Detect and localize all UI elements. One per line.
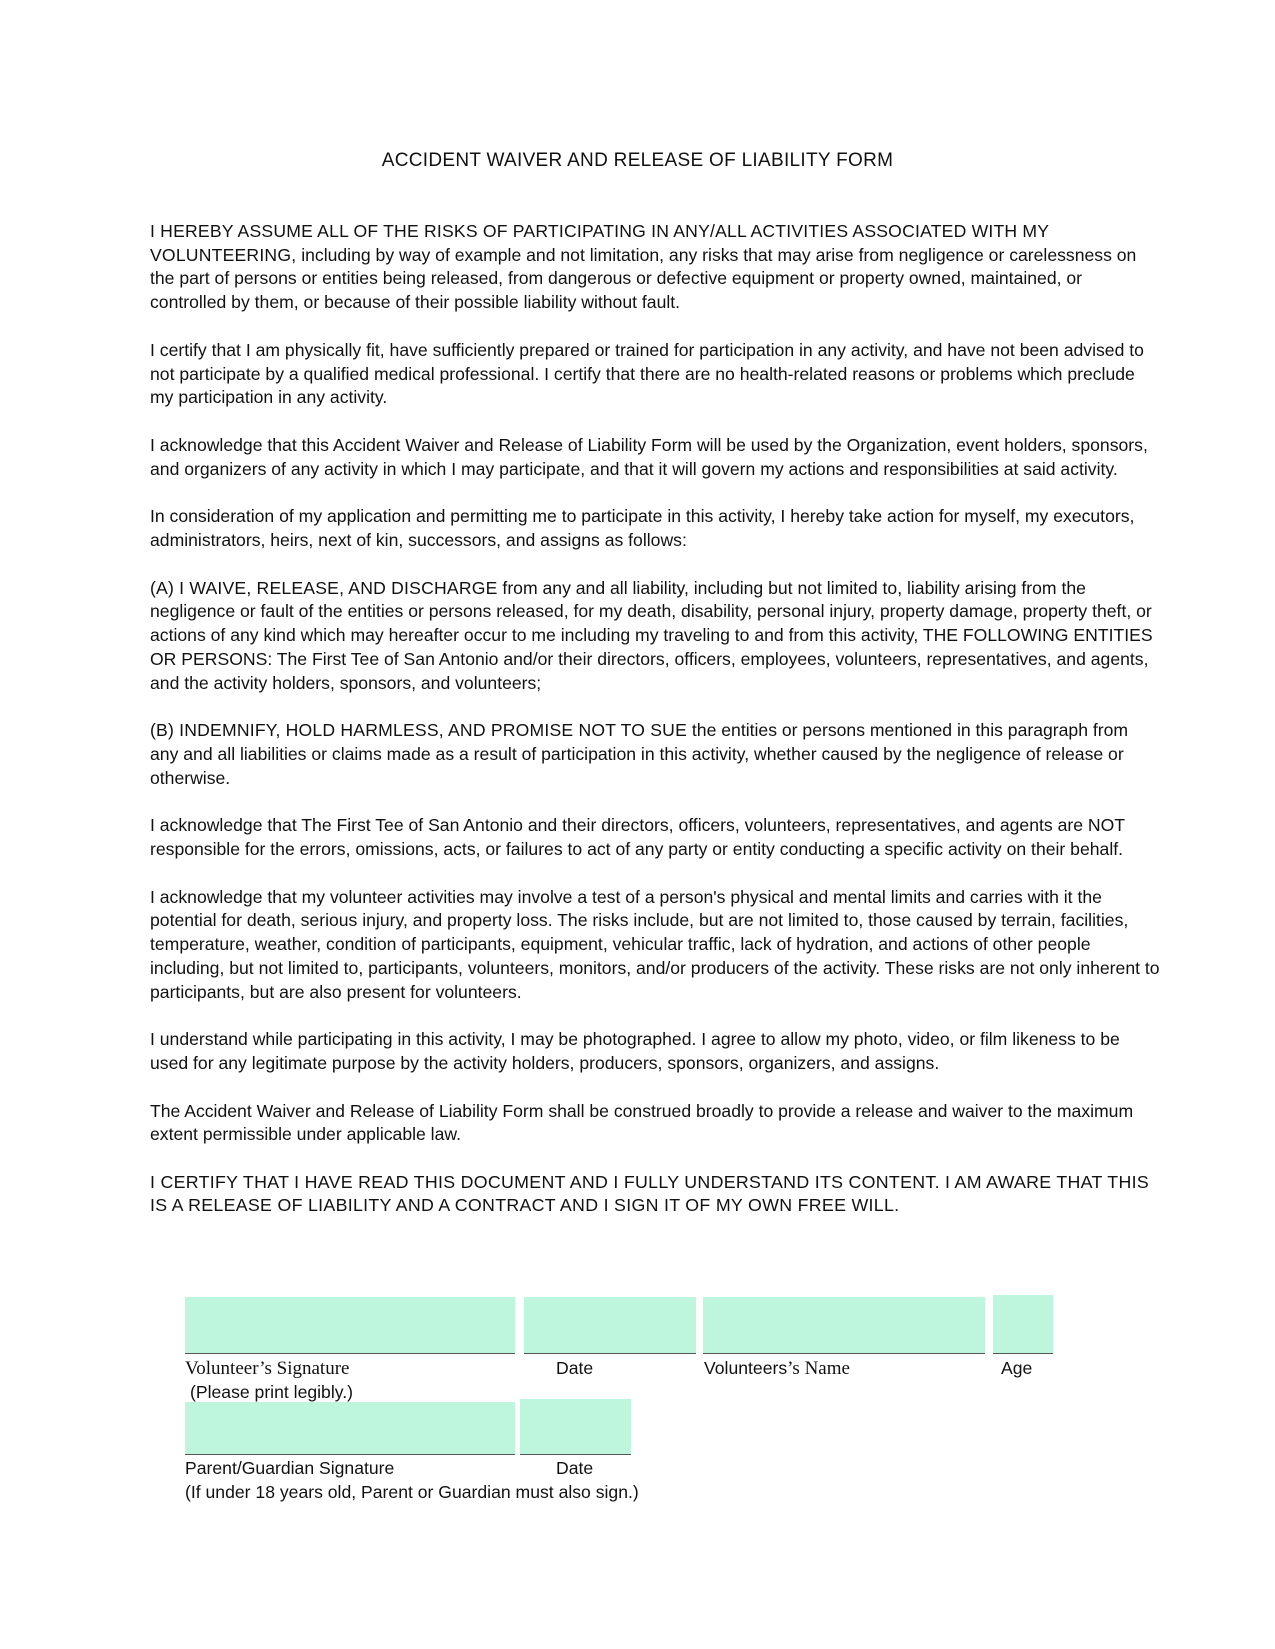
volunteer-name-label-suffix: ’s Name xyxy=(787,1358,850,1379)
paragraph-waive-release xyxy=(150,577,1160,696)
waive-release-text: from any and all liability, including but not limited to, liability arising from the negligence or fault of the entities or persons released, for my death, disability, personal injury, property damage, property theft, or actions of any kind which may hereafter occur to me including my traveling to and from this activity, THE FOLLOWING ENTITIES OR PERSONS: The First Tee of San Antonio and/or their directors, officers, employees, volunteers, representatives, and agents, and the activity holders, sponsors, and volunteers; xyxy=(150,577,1153,693)
volunteer-name-field[interactable] xyxy=(703,1297,985,1354)
paragraph-construed: The Accident Waiver and Release of Liability Form shall be construed broadly to provide a release and waiver to the maximum extent permissible under applicable law. xyxy=(150,1100,1134,1145)
guardian-note: (If under 18 years old, Parent or Guardian must also sign.) xyxy=(185,1482,639,1502)
volunteer-age-label: Age xyxy=(1001,1358,1033,1378)
waive-release-caps: (A) I WAIVE, RELEASE, AND DISCHARGE xyxy=(150,577,498,598)
indemnify-caps: (B) INDEMNIFY, HOLD HARMLESS, AND PROMISE NOT TO SUE xyxy=(150,720,688,741)
guardian-signature-field[interactable] xyxy=(185,1402,515,1455)
volunteer-name-label-prefix: Volunteers xyxy=(704,1358,788,1378)
guardian-date-label: Date xyxy=(556,1458,594,1478)
paragraph-acknowledge-use: I acknowledge that this Accident Waiver and Release of Liability Form will be used by the Organization, event holders, sponsors, and organizers of any activity in which I may participate, and that it will govern my actions and responsibilities at said activity. xyxy=(150,434,1148,479)
volunteer-date-field[interactable] xyxy=(524,1297,696,1354)
volunteer-print-note: (Please print legibly.) xyxy=(190,1382,353,1402)
document-title: ACCIDENT WAIVER AND RELEASE OF LIABILITY FORM xyxy=(381,150,894,171)
indemnify-text: the entities or persons mentioned in this paragraph from any and all liabilities or claims made as a result of participation in this activity, whether caused by the negligence of release or otherwise. xyxy=(150,720,1129,788)
paragraph-assume-risks xyxy=(150,220,1160,315)
guardian-signature-label: Parent/Guardian Signature xyxy=(185,1458,395,1478)
paragraph-consideration: In consideration of my application and permitting me to participate in this activity, I hereby take action for myself, my executors, administrators, heirs, next of kin, successors, and assigns as follows: xyxy=(150,506,1135,551)
assume-risks-caps: I HEREBY ASSUME ALL OF THE RISKS OF PARTICIPATING IN ANY/ALL ACTIVITIES ASSOCIATED WITH MY VOLUNTEERING, xyxy=(150,221,1049,265)
volunteer-name-label xyxy=(704,1357,850,1380)
document-body xyxy=(150,220,1160,1241)
assume-risks-text: including by way of example and not limitation, any risks that may arise from negligence or carelessness on the part of persons or entities being released, from dangerous or defective equipment or property owned, maintained, or controlled by them, or because of their possible liability without fault. xyxy=(150,244,1137,313)
volunteer-age-field[interactable] xyxy=(993,1295,1053,1354)
paragraph-risks: I acknowledge that my volunteer activities may involve a test of a person's physical and mental limits and carries with it the potential for death, serious injury, and property loss. The risks include, but are not limited to, those caused by terrain, facilities, temperature, weather, condition of participants, equipment, vehicular traffic, lack of hydration, and actions of other people including, but not limited to, participants, volunteers, monitors, and/or producers of the activity. These risks are not only inherent to participants, but are also present for volunteers. xyxy=(150,886,1160,1002)
guardian-date-field[interactable] xyxy=(520,1399,631,1455)
volunteer-signature-field[interactable] xyxy=(185,1297,515,1354)
paragraph-not-responsible: I acknowledge that The First Tee of San Antonio and their directors, officers, volunteers, representatives, and agents are NOT responsible for the errors, omissions, acts, or failures to act of any party or entity conducting a specific activity on their behalf. xyxy=(150,815,1125,860)
volunteer-date-label: Date xyxy=(556,1358,594,1378)
paragraph-physically-fit: I certify that I am physically fit, have sufficiently prepared or trained for participation in any activity, and have not been advised to not participate by a qualified medical professional. I certify that there are no health-related reasons or problems which preclude my participation in any activity. xyxy=(150,339,1144,408)
paragraph-indemnify xyxy=(150,719,1160,790)
volunteer-signature-label: Volunteer’s Signature xyxy=(185,1358,350,1379)
paragraph-photographed: I understand while participating in this activity, I may be photographed. I agree to allow my photo, video, or film likeness to be used for any legitimate purpose by the activity holders, producers, sponsors, organizers, and assigns. xyxy=(150,1029,1120,1073)
paragraph-certify: I CERTIFY THAT I HAVE READ THIS DOCUMENT AND I FULLY UNDERSTAND ITS CONTENT. I AM AWARE THAT THIS IS A RELEASE OF LIABILITY AND A CONTRACT AND I SIGN IT OF MY OWN FREE WILL. xyxy=(150,1172,1149,1216)
